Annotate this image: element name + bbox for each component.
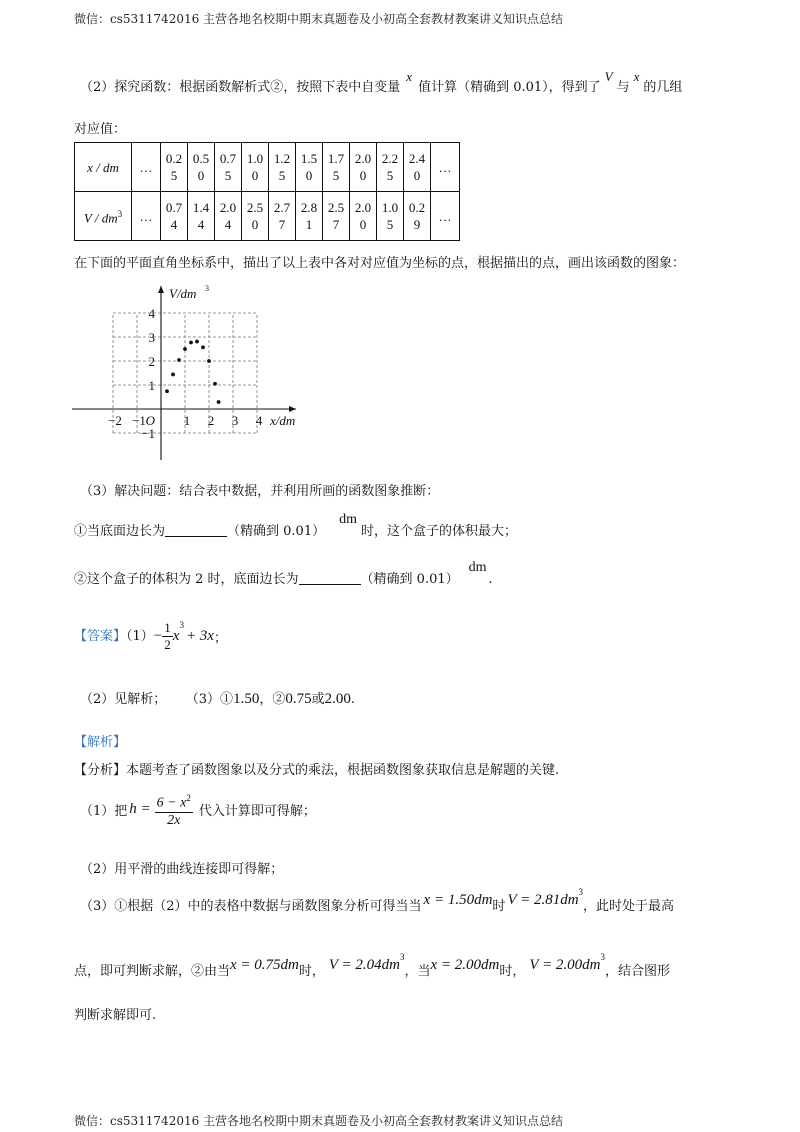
data-point <box>165 389 169 393</box>
plot-points <box>165 340 220 404</box>
q2-intro <box>80 69 683 95</box>
analysis-s3-v: V = 2.81dm <box>507 892 579 908</box>
value-table <box>74 142 460 241</box>
answer-minus: − <box>153 628 163 644</box>
y-tick-label: 2 <box>148 354 155 369</box>
answer-tag: 【答案】 <box>74 629 127 644</box>
answer-blank-2[interactable] <box>299 572 361 585</box>
q2-var-x: x <box>406 69 413 84</box>
table-ellipsis: … <box>132 143 161 192</box>
analysis-s1-text: （1）把 <box>80 803 128 819</box>
table-head-v-sup: 3 <box>117 208 123 219</box>
data-point <box>201 345 205 349</box>
table-ellipsis: … <box>431 192 460 241</box>
data-point <box>189 341 193 345</box>
y-tick-label: 4 <box>148 306 155 321</box>
q2-text-1: （2）探究函数：根据函数解析式②，按照下表中自变量 <box>80 80 401 95</box>
data-point <box>195 340 199 344</box>
table-cell: 0.7 5 <box>215 143 242 192</box>
answer-value-1: 1.50 <box>233 691 260 707</box>
table-cell: 2.2 5 <box>377 143 404 192</box>
table-cell: 2.4 0 <box>404 143 431 192</box>
analysis-s4-tail: ，结合图形 <box>605 964 671 979</box>
answer-frac-num: 1 <box>164 620 171 635</box>
y-tick-label: 1 <box>148 378 155 393</box>
analysis-s4-x2: x = 2.00dm <box>430 957 500 973</box>
analysis-s3-tail: ，此时处于最高 <box>583 899 675 914</box>
x-axis-label: x/dm <box>270 413 296 428</box>
answer-line-1 <box>74 620 227 653</box>
table-cell: 2.0 0 <box>350 192 377 241</box>
analysis-s4-sup1: 3 <box>400 951 405 962</box>
q2-var-x2: x <box>633 69 640 84</box>
data-point <box>171 373 175 377</box>
y-axis-label-sup: 3 <box>205 284 209 293</box>
analysis-step-3 <box>80 886 675 915</box>
q3-intro: （3）解决问题：结合表中数据，并利用所画的函数图象推断： <box>80 484 440 499</box>
q3-l1-unit: dm <box>339 512 357 527</box>
y-tick-label: 3 <box>148 330 155 345</box>
q3-l2-text: ②这个盒子的体积为 2 时，底面边长为 <box>74 572 299 587</box>
q2-var-v: V <box>604 69 613 84</box>
table-cell: 0.5 0 <box>188 143 215 192</box>
table-cell: 0.2 5 <box>161 143 188 192</box>
page-footer: 微信：cs5311742016 主营各地名校期中期末真题卷及小初高全套教材教案讲义知识点总结 <box>74 1114 564 1128</box>
table-cell: 0.7 4 <box>161 192 188 241</box>
analysis-s1-h: h = <box>129 800 151 817</box>
x-tick-label: −2 <box>108 413 122 428</box>
data-point <box>207 359 211 363</box>
analysis-s4-x1: x = 0.75dm <box>230 957 299 973</box>
data-point <box>183 347 187 351</box>
page-header: 微信：cs5311742016 主营各地名校期中期末真题卷及小初高全套教材教案讲义知识点总结 <box>74 12 564 26</box>
x-tick-label: 2 <box>207 413 215 428</box>
analysis-s4-text: 点，即可判断求解，②由当 <box>74 964 231 979</box>
q2-intro-2: 对应值： <box>74 122 127 137</box>
answer-value-2: 0.75 <box>285 691 312 707</box>
answer-blank-1[interactable] <box>165 524 227 537</box>
data-point <box>217 400 221 404</box>
table-head-x: x / dm <box>75 143 132 192</box>
analysis-s4-shi1: 时， <box>298 964 325 979</box>
analysis-s4-sup2: 3 <box>600 951 606 962</box>
analysis-s3-x: x = 1.50dm <box>423 892 493 908</box>
answer-frac-den: 2 <box>164 637 171 652</box>
analysis-s1-fraction <box>155 790 193 829</box>
x-tick-label: 3 <box>231 413 239 428</box>
table-cell: 1.5 0 <box>296 143 323 192</box>
analysis-s1-num-text: 6 − x <box>156 795 187 811</box>
q2-text-2: 值计算（精确到 0.01），得到了 <box>418 80 601 95</box>
q3-l1-text: ①当底面边长为 <box>74 524 166 539</box>
table-cell: 1.0 0 <box>242 143 269 192</box>
analysis-s3-shi: 时 <box>492 899 506 914</box>
analysis-s4-dang: ，当 <box>404 964 431 979</box>
plot-labels <box>108 284 295 441</box>
answer-period: . <box>350 692 355 707</box>
analysis-summary: 【分析】本题考查了函数图象以及分式的乘法，根据函数图象获取信息是解题的关键. <box>74 763 560 778</box>
analysis-s4-v1: V = 2.04dm <box>328 957 401 973</box>
table-cell: 2.7 7 <box>269 192 296 241</box>
q3-l2-tail: . <box>488 572 493 587</box>
answer-semicolon: ； <box>213 631 227 646</box>
x-axis-arrow <box>289 406 296 412</box>
answer-line-2 <box>80 688 355 708</box>
q3-l2-unit: dm <box>468 560 487 575</box>
table-cell: 2.0 4 <box>215 192 242 241</box>
q3-l2-precision: （精确到 0.01） <box>360 572 459 587</box>
table-head-v <box>75 192 132 241</box>
analysis-step-5: 判断求解即可. <box>74 1008 157 1023</box>
analysis-s1-num <box>155 790 193 813</box>
table-cell: 2.0 0 <box>350 143 377 192</box>
answer-or: 或 <box>311 692 325 707</box>
analysis-s1-num-sup: 2 <box>186 793 191 803</box>
table-cell: 1.7 5 <box>323 143 350 192</box>
y-axis-arrow <box>158 286 164 293</box>
q3-l1-precision: （精确到 0.01） <box>227 524 326 539</box>
answer-sep: ，② <box>259 692 286 707</box>
analysis-s3-sup: 3 <box>578 886 584 897</box>
table-row-v <box>75 192 460 241</box>
data-point <box>213 382 217 386</box>
x-tick-label: −1 <box>132 413 146 428</box>
origin-label: O <box>145 413 155 428</box>
answer-expr-x: x <box>172 628 180 644</box>
analysis-s3-text: （3）①根据（2）中的表格中数据与函数图象分析可得当当 <box>80 899 422 914</box>
answer-fraction <box>162 620 173 653</box>
table-ellipsis: … <box>132 192 161 241</box>
analysis-step-4 <box>74 951 671 980</box>
answer-expr-sup: 3 <box>179 620 184 630</box>
coordinate-plot <box>60 278 320 468</box>
table-head-v-text: V / dm <box>83 210 118 226</box>
analysis-s4-v2: V = 2.00dm <box>529 957 601 973</box>
x-tick-label: 1 <box>183 413 191 428</box>
plot-axes <box>72 286 296 460</box>
analysis-step-1 <box>80 790 316 830</box>
table-cell: 0.2 9 <box>404 192 431 241</box>
answer-value-3: 2.00 <box>324 691 351 707</box>
answer-p3-label: （3）① <box>192 692 234 707</box>
table-cell: 1.2 5 <box>269 143 296 192</box>
q3-line-1 <box>74 512 517 540</box>
table-cell: 1.0 5 <box>377 192 404 241</box>
table-ellipsis: … <box>431 143 460 192</box>
q2-text-3: 与 <box>616 80 630 95</box>
table-cell: 2.5 0 <box>242 192 269 241</box>
y-axis-label: V/dm <box>169 286 197 301</box>
analysis-step-2: （2）用平滑的曲线连接即可得解； <box>80 862 284 877</box>
q3-line-2 <box>74 560 493 588</box>
table-cell: 2.8 1 <box>296 192 323 241</box>
q3-l1-tail: 时，这个盒子的体积最大； <box>360 524 517 539</box>
analysis-s1-tail: 代入计算即可得解； <box>198 803 316 819</box>
table-row-x <box>75 143 460 192</box>
y-tick-label: −1 <box>141 426 155 441</box>
table-cell: 1.4 4 <box>188 192 215 241</box>
table-cell: 2.5 7 <box>323 192 350 241</box>
analysis-s4-shi2: 时， <box>499 964 526 979</box>
data-point <box>177 358 181 362</box>
analysis-tag: 【解析】 <box>74 735 127 750</box>
x-tick-label: 4 <box>255 413 263 428</box>
answer-p1-label: （1） <box>126 629 154 644</box>
q2-text-4: 的几组 <box>643 80 683 95</box>
after-table-text: 在下面的平面直角坐标系中，描出了以上表中各对对应值为坐标的点，根据描出的点，画出该函数的图象： <box>74 256 686 271</box>
answer-p2-text: （2）见解析； <box>80 692 167 707</box>
answer-expr-rest: + 3x <box>185 628 214 644</box>
analysis-s1-den: 2x <box>167 812 181 828</box>
